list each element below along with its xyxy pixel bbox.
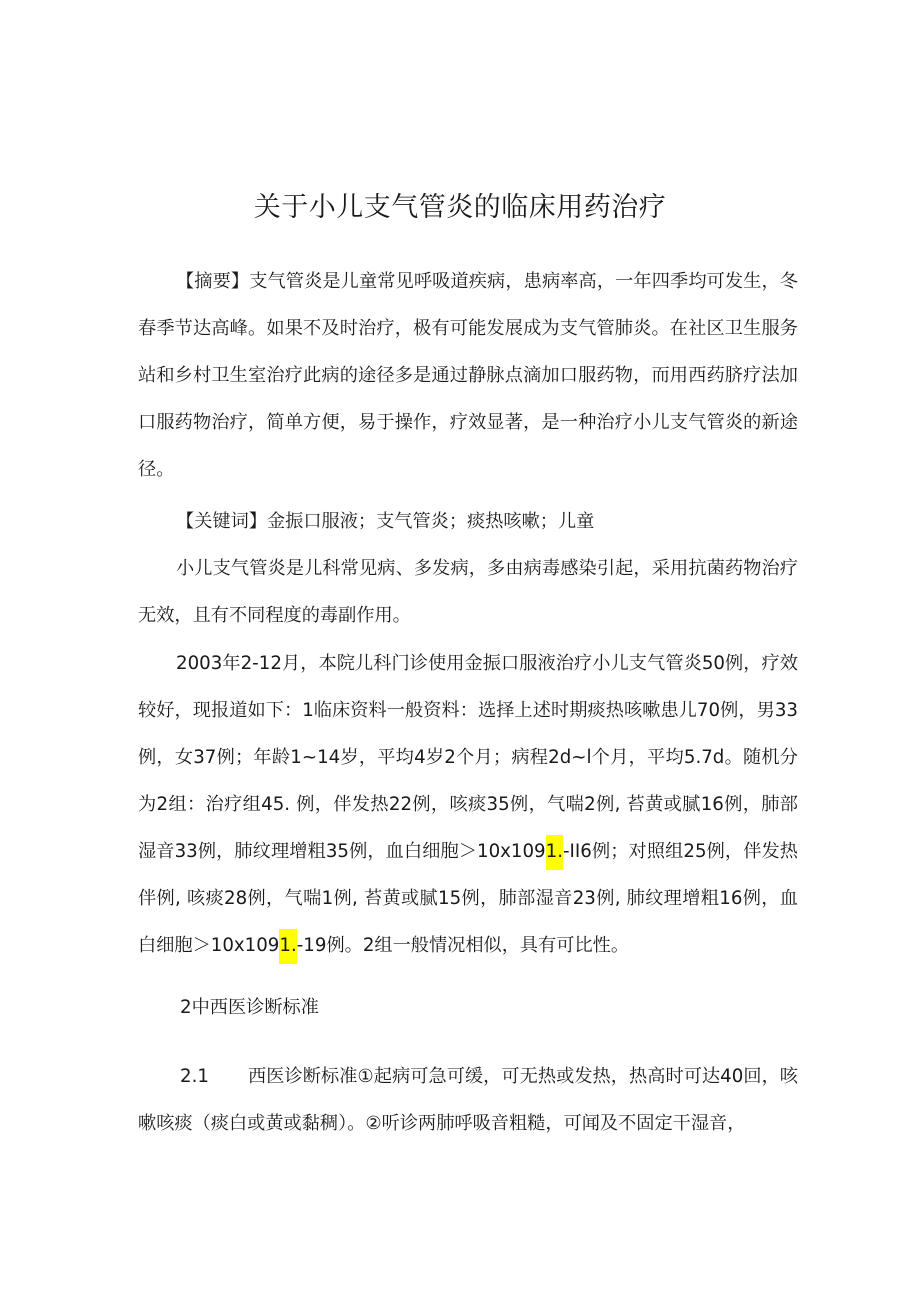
clinical-data-paragraph — [138, 640, 798, 969]
clinical-data-text-3: -19例。2组一般情况相似，具有可比性。 — [296, 935, 630, 956]
highlighted-text: 1. — [279, 929, 296, 964]
clinical-data-text-2: -II6例；对照组25例，伴发热伴例, 咳痰28例，气喘1例, 苔黄或腻15例，肺部湿音23例, 肺纹理增粗16例，血白细胞＞10x109 — [138, 841, 798, 956]
section-2-1-text: 西医诊断标准①起病可急可缓，可无热或发热，热高时可达40回，咳嗽咳痰（痰白或黄或黏稠）。②听诊两肺呼吸音粗糙，可闻及不固定干湿音， — [138, 1066, 798, 1134]
highlighted-text: 1. — [546, 835, 563, 870]
abstract-paragraph: 【摘要】支气管炎是儿童常见呼吸道疾病，患病率高，一年四季均可发生，冬春季节达高峰。如果不及时治疗，极有可能发展成为支气管肺炎。在社区卫生服务站和乡村卫生室治疗此病的途径多是通过静脉点滴加口服药物，而用西药脐疗法加口服药物治疗，简单方便，易于操作，疗效显著，是一种治疗小儿支气管炎的新途径。 — [138, 271, 798, 480]
clinical-data-text-1: 2003年2-12月，本院儿科门诊使用金振口服液治疗小儿支气管炎50例，疗效较好，现报道如下：1临床资料一般资料：选择上述时期痰热咳嗽患儿70例，男33例，女37例；年龄1~14岁，平均4岁2个月；病程2d~l个月，平均5.7d。随机分为2组：治疗组45. 例，伴发热22例，咳痰35例，气喘2例, 苔黄或腻16例，肺部湿音33例，肺纹理增粗35例，血白细胞＞10x109 — [138, 653, 798, 862]
section-2-1-paragraph — [138, 1053, 798, 1147]
intro-paragraph: 小儿支气管炎是儿科常见病、多发病，多由病毒感染引起，采用抗菌药物治疗无效，且有不同程度的毒副作用。 — [138, 558, 798, 626]
section-heading: 2中西医诊断标准 — [180, 997, 319, 1018]
section-number: 2.1 — [180, 1066, 209, 1087]
keywords-paragraph: 【关键词】金振口服液；支气管炎；痰热咳嗽；儿童 — [176, 511, 595, 532]
document-title: 关于小儿支气管炎的临床用药治疗 — [253, 192, 667, 223]
